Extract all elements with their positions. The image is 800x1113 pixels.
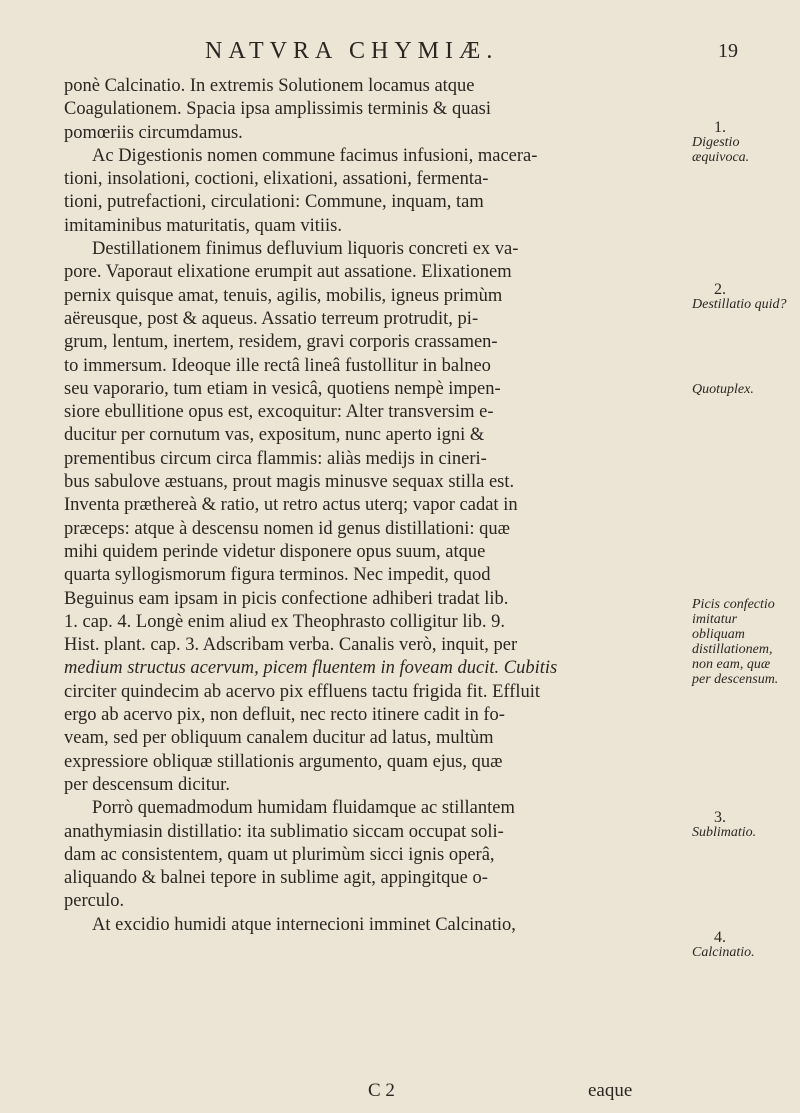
text-line: circiter quindecim ab acervo pix effluens tactu frigida fit. Effluit (64, 681, 541, 702)
text-line: per descensum dicitur. (64, 774, 230, 795)
text-line: tioni, putrefactioni, circulationi: Commune, inquam, tam (64, 192, 484, 213)
margin-text: Digestio æquivoca. (692, 135, 750, 165)
margin-note-2 (692, 282, 792, 312)
text-line: Porrò quemadmodum humidam fluidamque ac stillantem (92, 798, 515, 819)
text-line: imitaminibus maturitatis, quam vitiis. (64, 215, 342, 236)
margin-text: Destillatio quid? (692, 297, 787, 312)
margin-text: Sublimatio. (692, 825, 757, 840)
text-line: medium structus acervum, picem fluentem in foveam ducit. Cubitis (64, 658, 558, 679)
text-line: pomœriis circumdamus. (64, 122, 243, 143)
text-line: pernix quisque amat, tenuis, agilis, mobilis, igneus primùm (64, 285, 503, 306)
text-line: Inventa præthereà & ratio, ut retro actus uterq; vapor cadat in (64, 495, 518, 516)
margin-number: 3. (714, 809, 726, 826)
margin-note-6 (692, 930, 792, 960)
text-line: veam, sed per obliquum canalem ducitur ad latus, multùm (64, 728, 494, 749)
margin-text: Calcinatio. (692, 945, 755, 960)
text-line: præceps: atque à descensu nomen id genus distillationi: quæ (64, 518, 510, 539)
margin-note-1 (692, 120, 792, 165)
text-line: Hist. plant. cap. 3. Adscribam verba. Canalis verò, inquit, per (64, 635, 518, 656)
running-title: NATVRA CHYMIÆ. (205, 38, 499, 64)
text-line: mihi quidem perinde videtur disponere opus suum, atque (64, 541, 486, 562)
catchword: eaque (588, 1080, 633, 1101)
margin-number: 2. (714, 281, 726, 298)
margin-note-3 (692, 382, 792, 397)
text-line: to immersum. Ideoque ille rectâ lineâ fustollitur in balneo (64, 355, 491, 376)
text-line: ponè Calcinatio. In extremis Solutionem locamus atque (64, 76, 475, 96)
text-line: 1. cap. 4. Longè enim aliud ex Theophrasto colligitur lib. 9. (64, 611, 505, 632)
text-line: Beguinus eam ipsam in picis confectione adhiberi tradat lib. (64, 588, 509, 609)
signature-mark: C 2 (368, 1080, 395, 1101)
margin-text: Quotuplex. (692, 382, 754, 397)
margin-number: 4. (714, 929, 726, 946)
text-line: aliquando & balnei tepore in sublime agit, appingitque o- (64, 868, 488, 889)
text-line: aëreusque, post & aqueus. Assatio terreum protrudit, pi- (64, 308, 479, 329)
text-line: prementibus circum circa flammis: aliàs medijs in cineri- (64, 448, 487, 469)
margin-note-5 (692, 810, 792, 840)
text-line: seu vaporario, tum etiam in vesicâ, quotiens nempè impen- (64, 378, 501, 399)
text-line: perculo. (64, 891, 125, 912)
text-line: ducitur per cornutum vas, expositum, nunc aperto igni & (64, 425, 485, 446)
text-line: bus sabulove æstuans, prout magis minusve sequax stilla est. (64, 472, 515, 493)
text-line: grum, lentum, inertem, residem, gravi corporis crassamen- (64, 332, 498, 353)
body-text (64, 75, 684, 937)
text-line: dam ac consistentem, quam ut plurimùm sicci ignis operâ, (64, 844, 495, 865)
text-line: Coagulationem. Spacia ipsa amplissimis terminis & quasi (64, 99, 491, 120)
text-line: expressiore obliquæ stillationis argumento, quam ejus, quæ (64, 751, 503, 772)
page-number: 19 (718, 40, 738, 62)
text-line: pore. Vaporaut elixatione erumpit aut assatione. Elixationem (64, 262, 512, 283)
text-line: Ac Digestionis nomen commune facimus infusioni, macera- (92, 145, 538, 166)
margin-text: Picis confectio imitatur obliquam distillationem, non eam, quæ per descensum. (692, 597, 779, 687)
text-line: tioni, insolationi, coctioni, elixationi, assationi, fermenta- (64, 169, 489, 190)
margin-note-4 (692, 597, 792, 687)
margin-number: 1. (714, 119, 726, 136)
text-line: siore ebullitione opus est, excoquitur: Alter transversim e- (64, 402, 494, 423)
text-line: quarta syllogismorum figura terminos. Nec impedit, quod (64, 565, 491, 586)
text-line: At excidio humidi atque internecioni imminet Calcinatio, (92, 914, 516, 935)
text-line: anathymiasin distillatio: ita sublimatio siccam occupat soli- (64, 821, 504, 842)
text-line: ergo ab acervo pix, non defluit, nec recto itinere cadit in fo- (64, 705, 505, 726)
text-line: Destillationem finimus defluvium liquoris concreti ex va- (92, 239, 519, 260)
